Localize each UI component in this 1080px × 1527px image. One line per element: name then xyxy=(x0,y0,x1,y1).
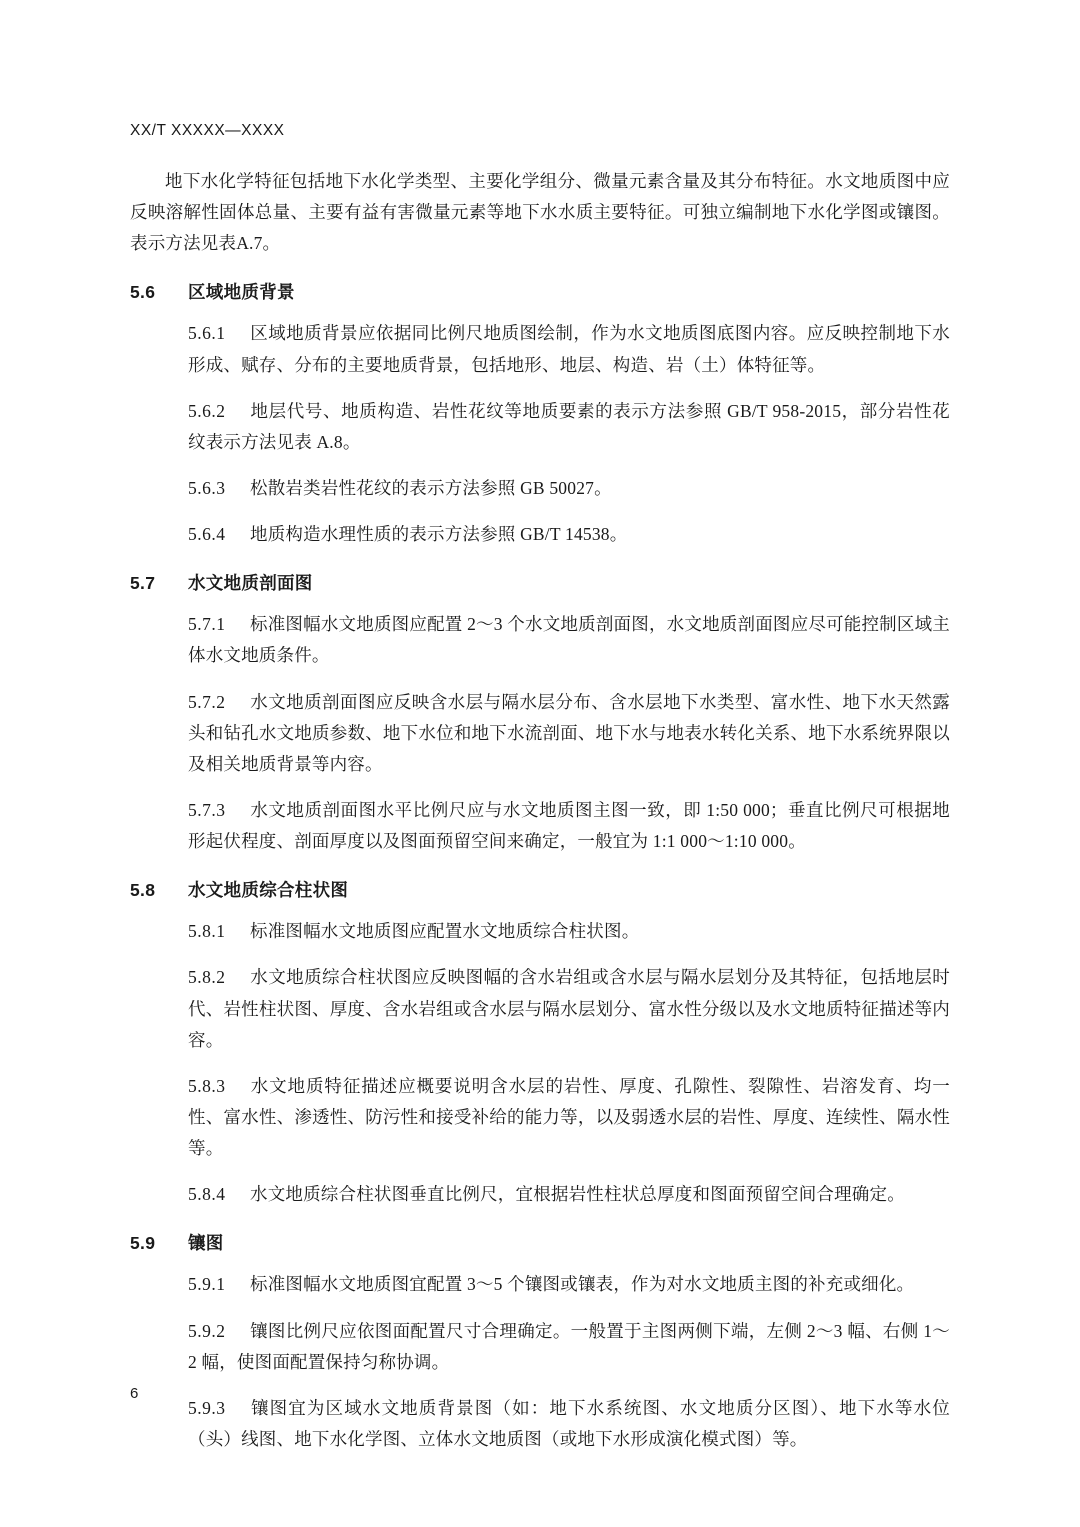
clause-text-5-6-3: 松散岩类岩性花纹的表示方法参照 GB 50027。 xyxy=(250,477,612,498)
clause-text-5-8-3: 水文地质特征描述应概要说明含水层的岩性、厚度、孔隙性、裂隙性、岩溶发育、均一性、富水性、渗透性、防污性和接受补给的能力等，以及弱透水层的岩性、厚度、连续性、隔水性等。 xyxy=(188,1075,950,1159)
clause-text-5-6-1: 区域地质背景应依据同比例尺地质图绘制，作为水文地质图底图内容。应反映控制地下水形成、赋存、分布的主要地质背景，包括地形、地层、构造、岩（土）体特征等。 xyxy=(188,323,950,375)
clause-5-7-2 xyxy=(188,687,950,780)
clause-index-5-9-2: 5.9.2 xyxy=(188,1320,226,1341)
section-heading-5-9 xyxy=(130,1230,950,1255)
clause-5-9-3 xyxy=(188,1393,950,1455)
clause-index-5-8-1: 5.8.1 xyxy=(188,921,226,942)
section-heading-5-8 xyxy=(130,877,950,902)
page-number: 6 xyxy=(130,1385,139,1402)
clause-index-5-7-3: 5.7.3 xyxy=(188,799,226,820)
clause-text-5-7-1: 标准图幅水文地质图应配置 2～3 个水文地质剖面图，水文地质剖面图应尽可能控制区域主体水文地质条件。 xyxy=(188,614,950,666)
section-body-5-7 xyxy=(188,609,950,857)
clause-index-5-6-3: 5.6.3 xyxy=(188,477,226,498)
clause-index-5-8-3: 5.8.3 xyxy=(188,1075,226,1096)
page-content xyxy=(130,122,950,1470)
clause-index-5-9-3: 5.9.3 xyxy=(188,1397,226,1418)
clause-text-5-9-1: 标准图幅水文地质图宜配置 3～5 个镶图或镶表，作为对水文地质主图的补充或细化。 xyxy=(250,1274,915,1295)
section-body-5-8 xyxy=(188,916,950,1210)
clause-index-5-6-2: 5.6.2 xyxy=(188,400,226,421)
clause-5-8-1 xyxy=(188,916,950,947)
section-title-5-6: 区域地质背景 xyxy=(188,282,295,303)
clause-text-5-6-4: 地质构造水理性质的表示方法参照 GB/T 14538。 xyxy=(250,524,628,545)
section-number-5-7: 5.7 xyxy=(130,573,156,594)
clause-5-6-1 xyxy=(188,318,950,380)
section-number-5-8: 5.8 xyxy=(130,880,156,901)
clause-5-6-2 xyxy=(188,396,950,458)
clause-5-6-3 xyxy=(188,473,950,504)
clause-index-5-8-4: 5.8.4 xyxy=(188,1184,226,1205)
clause-index-5-9-1: 5.9.1 xyxy=(188,1274,226,1295)
section-body-5-9 xyxy=(188,1269,950,1455)
standard-code-header: XX/T XXXXX—XXXX xyxy=(130,122,285,139)
clause-5-9-1 xyxy=(188,1269,950,1300)
section-body-5-6 xyxy=(188,318,950,550)
intro-paragraph: 地下水化学特征包括地下水化学类型、主要化学组分、微量元素含量及其分布特征。水文地质图中应反映溶解性固体总量、主要有益有害微量元素等地下水水质主要特征。可独立编制地下水化学图或镶图。表示方法见表A.7。 xyxy=(130,171,950,254)
clause-5-8-2 xyxy=(188,962,950,1055)
clause-5-7-3 xyxy=(188,795,950,857)
clause-index-5-8-2: 5.8.2 xyxy=(188,967,226,988)
clause-text-5-7-2: 水文地质剖面图应反映含水层与隔水层分布、含水层地下水类型、富水性、地下水天然露头和钻孔水文地质参数、地下水位和地下水流剖面、地下水与地表水转化关系、地下水系统界限以及相关地质背景等内容。 xyxy=(188,691,950,774)
clause-text-5-8-2: 水文地质综合柱状图应反映图幅的含水岩组或含水层与隔水层划分及其特征，包括地层时代、岩性柱状图、厚度、含水岩组或含水层与隔水层划分、富水性分级以及水文地质特征描述等内容。 xyxy=(188,967,950,1050)
section-title-5-8: 水文地质综合柱状图 xyxy=(188,880,349,901)
section-title-5-7: 水文地质剖面图 xyxy=(188,573,313,594)
clause-index-5-7-2: 5.7.2 xyxy=(188,691,226,712)
clause-5-8-4 xyxy=(188,1179,950,1210)
section-title-5-9: 镶图 xyxy=(188,1233,224,1254)
clause-text-5-9-2: 镶图比例尺应依图面配置尺寸合理确定。一般置于主图两侧下端，左侧 2～3 幅、右侧 1～2 幅，使图面配置保持匀称协调。 xyxy=(188,1320,950,1372)
clause-5-8-3 xyxy=(188,1071,950,1164)
clause-text-5-9-3: 镶图宜为区域水文地质背景图（如：地下水系统图、水文地质分区图）、地下水等水位（头）线图、地下水化学图、立体水文地质图（或地下水形成演化模式图）等。 xyxy=(188,1397,950,1449)
clause-text-5-8-4: 水文地质综合柱状图垂直比例尺，宜根据岩性柱状总厚度和图面预留空间合理确定。 xyxy=(250,1184,905,1205)
clause-text-5-8-1: 标准图幅水文地质图应配置水文地质综合柱状图。 xyxy=(250,921,640,942)
section-number-5-6: 5.6 xyxy=(130,282,156,303)
clause-text-5-6-2: 地层代号、地质构造、岩性花纹等地质要素的表示方法参照 GB/T 958-2015，部分岩性花纹表示方法见表 A.8。 xyxy=(188,400,950,452)
clause-5-7-1 xyxy=(188,609,950,671)
clause-5-6-4 xyxy=(188,519,950,550)
section-heading-5-6 xyxy=(130,279,950,304)
section-heading-5-7 xyxy=(130,570,950,595)
section-number-5-9: 5.9 xyxy=(130,1233,156,1254)
clause-index-5-6-4: 5.6.4 xyxy=(188,524,226,545)
clause-index-5-6-1: 5.6.1 xyxy=(188,323,226,344)
clause-index-5-7-1: 5.7.1 xyxy=(188,614,226,635)
clause-5-9-2 xyxy=(188,1316,950,1378)
clause-text-5-7-3: 水文地质剖面图水平比例尺应与水文地质图主图一致，即 1:50 000；垂直比例尺可根据地形起伏程度、剖面厚度以及图面预留空间来确定，一般宜为 1:1 000～1:10 000。 xyxy=(188,799,950,852)
